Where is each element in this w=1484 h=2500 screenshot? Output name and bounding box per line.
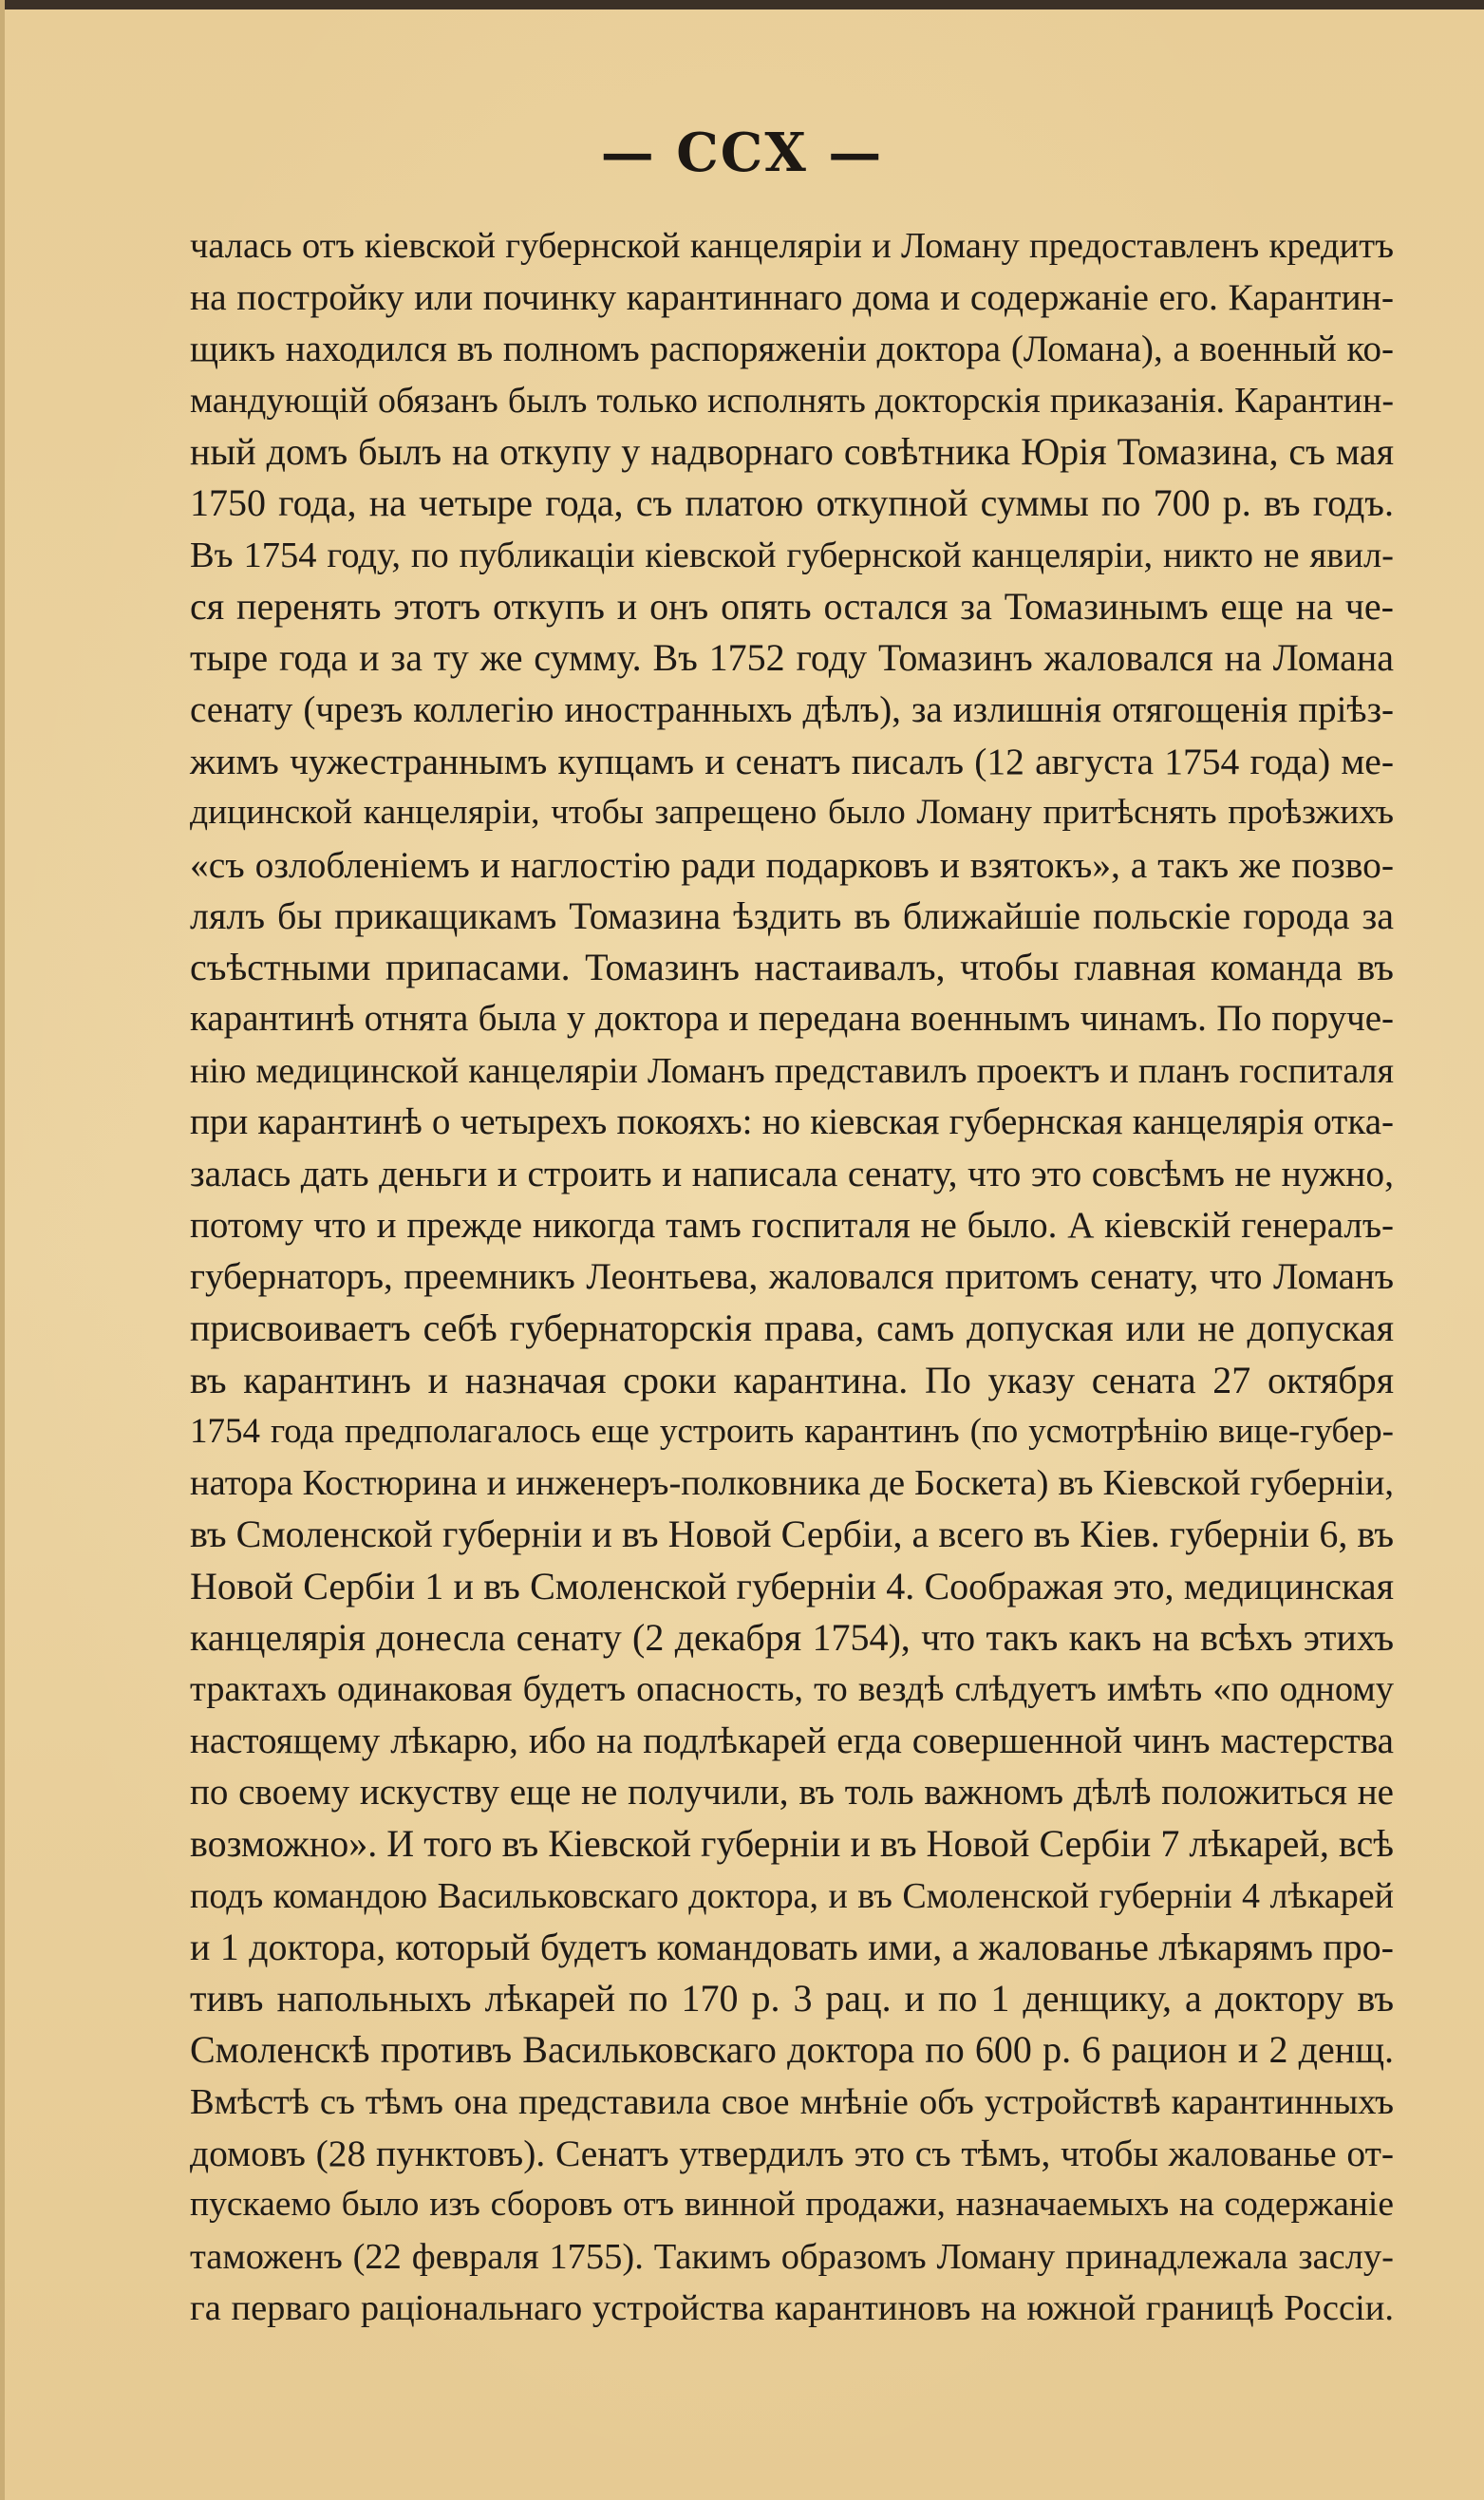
text-line: карантинѣ отнята была у доктора и передана военнымъ чинамъ. По поруче- — [190, 998, 1394, 1040]
text-line: Смоленскѣ противъ Васильковскаго доктора по 600 р. 6 рацион и 2 денщ. — [190, 2028, 1394, 2072]
text-line: губернаторъ, преемникъ Леонтьева, жаловался притомъ сенату, что Ломанъ — [190, 1255, 1394, 1297]
text-line: канцелярія донесла сенату (2 декабря 1754), что такъ какъ на всѣхъ этихъ — [190, 1616, 1394, 1660]
scan-top-edge — [0, 0, 1484, 9]
text-line: лялъ бы прикащикамъ Томазина ѣздить въ ближайшіе польскіе города за — [190, 893, 1394, 937]
text-line: «съ озлобленіемъ и наглостію ради подарковъ и взятокъ», а такъ же позво- — [190, 843, 1394, 886]
text-line: при карантинѣ о четырехъ покояхъ: но кіевская губернская канцелярія отка- — [190, 1101, 1394, 1143]
text-line: въ Смоленской губерніи и въ Новой Сербіи, а всего въ Кіев. губерніи 6, въ — [190, 1513, 1394, 1556]
text-line: сенату (чрезъ коллегію иностранныхъ дѣлъ), за излишнія отягощенія пріѣз- — [190, 688, 1394, 730]
text-line: пускаемо было изъ сборовъ отъ винной продажи, назначаемыхъ на содержаніе — [190, 2185, 1394, 2225]
text-line: 1750 года, на четыре года, съ платою откупной суммы по 700 р. въ годъ. — [190, 481, 1394, 525]
text-line: и 1 доктора, который будетъ командовать ими, а жалованье лѣкарямъ про- — [190, 1925, 1394, 1968]
text-line: возможно». И того въ Кіевской губерніи и въ Новой Сербіи 7 лѣкарей, всѣ — [190, 1822, 1394, 1866]
text-line: Новой Сербіи 1 и въ Смоленской губерніи 4. Соображая это, медицинская — [190, 1564, 1394, 1607]
text-line: мандующій обязанъ былъ только исполнять докторскія приказанія. Карантин- — [190, 380, 1394, 421]
text-line: нію медицинской канцеляріи Ломанъ представилъ проектъ и планъ госпиталя — [190, 1050, 1394, 1091]
text-line: въ карантинъ и назначая сроки карантина. По указу сената 27 октября — [190, 1358, 1394, 1401]
text-line: Вмѣстѣ съ тѣмъ она представила свое мнѣніе объ устройствѣ карантинныхъ — [190, 2081, 1394, 2122]
scan-left-edge — [0, 0, 5, 2500]
body-text — [190, 220, 1394, 2334]
text-line: чалась отъ кіевской губернской канцеляріи и Ломану предоставленъ кредитъ — [190, 226, 1394, 266]
text-line: га перваго раціональнаго устройства карантиновъ на южной границѣ Россіи. — [190, 2287, 1394, 2328]
text-line: залась дать деньги и строить и написала сенату, что это совсѣмъ не нужно, — [190, 1153, 1394, 1195]
text-line: ный домъ былъ на откупу у надворнаго совѣтника Юрія Томазина, съ мая — [190, 430, 1394, 474]
text-line: по своему искуству еще не получили, въ толь важномъ дѣлѣ положиться не — [190, 1771, 1394, 1813]
text-line: трактахъ одинаковая будетъ опасность, то вездѣ слѣдуетъ имѣть «по одному — [190, 1669, 1394, 1710]
page-number: — CCX — — [600, 122, 884, 184]
text-line: тыре года и за ту же сумму. Въ 1752 году Томазинъ жаловался на Ломана — [190, 636, 1394, 680]
text-line: натора Костюрина и инженеръ-полковника де Боскета) въ Кіевской губерніи, — [190, 1463, 1394, 1504]
text-line: съѣстными припасами. Томазинъ настаивалъ, чтобы главная команда въ — [190, 946, 1394, 989]
text-line: подъ командою Васильковскаго доктора, и въ Смоленской губерніи 4 лѣкарей — [190, 1875, 1394, 1916]
text-line: на постройку или починку карантиннаго дома и содержаніе его. Карантин- — [190, 276, 1394, 319]
text-line: щикъ находился въ полномъ распоряженіи доктора (Ломана), а военный ко- — [190, 328, 1394, 369]
text-line: ся перенять этотъ откупъ и онъ опять остался за Томазинымъ еще на че- — [190, 585, 1394, 629]
text-line: домовъ (28 пунктовъ). Сенатъ утвердилъ это съ тѣмъ, чтобы жалованье от- — [190, 2132, 1394, 2174]
text-line: жимъ чужестраннымъ купцамъ и сенатъ писалъ (12 августа 1754 года) ме- — [190, 740, 1394, 782]
text-line: Въ 1754 году, по публикаціи кіевской губернской канцеляріи, никто не явил- — [190, 535, 1394, 575]
text-line: таможенъ (22 февраля 1755). Такимъ образомъ Ломану принадлежала заслу- — [190, 2236, 1394, 2277]
text-line: 1754 года предполагалось еще устроить карантинъ (по усмотрѣнію вице-губер- — [190, 1411, 1394, 1451]
text-line: потому что и прежде никогда тамъ госпиталя не было. А кіевскій генералъ- — [190, 1204, 1394, 1246]
text-line: тивъ напольныхъ лѣкарей по 170 р. 3 рац. и по 1 денщику, а доктору въ — [190, 1977, 1394, 2021]
text-line: дицинской канцеляріи, чтобы запрещено было Ломану притѣснять проѣзжихъ — [190, 793, 1394, 833]
text-line: настоящему лѣкарю, ибо на подлѣкарей егда совершенной чинъ мастерства — [190, 1720, 1394, 1761]
text-line: присвоиваетъ себѣ губернаторскія права, самъ допуская или не допуская — [190, 1306, 1394, 1350]
